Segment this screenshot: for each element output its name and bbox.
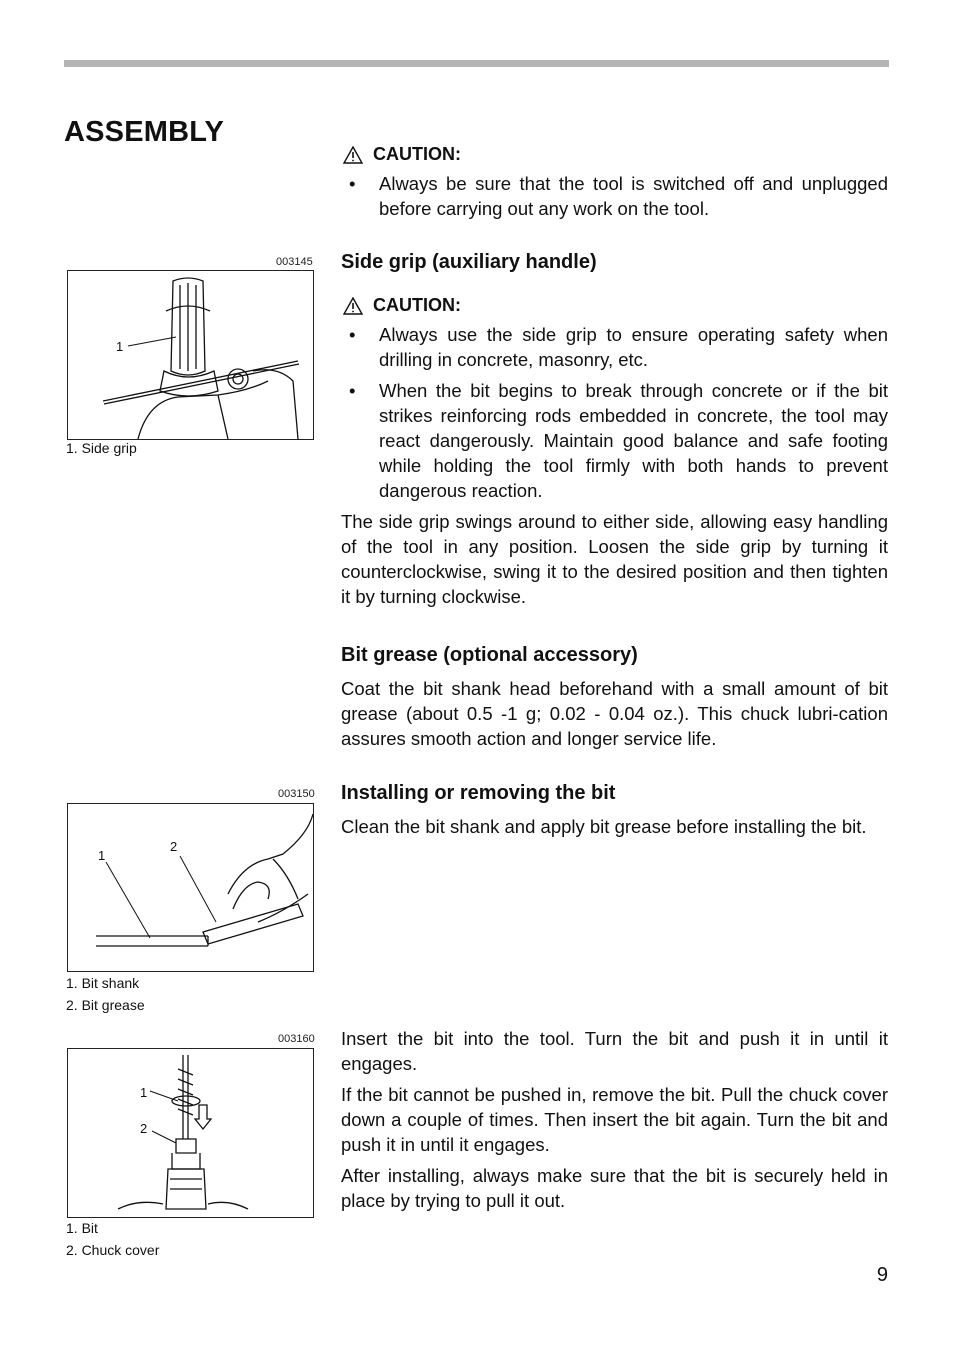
side-grip-illustration [68, 271, 313, 439]
general-caution-block [341, 142, 888, 227]
legend-item: 2. Chuck cover [66, 1242, 160, 1258]
install-bit-paragraph: Insert the bit into the tool. Turn the bit and push it in until it engages. [341, 1028, 888, 1074]
bit-insert-illustration [68, 1049, 313, 1217]
page-title: ASSEMBLY [64, 116, 225, 148]
install-bit-paragraph: Clean the bit shank and apply bit grease before installing the bit. [341, 816, 867, 837]
bit-grease-heading: Bit grease (optional accessory) [341, 644, 638, 666]
caution-label: CAUTION: [373, 144, 461, 164]
caution-bullet: • Always be sure that the tool is switched off and unplugged before carrying out any work on the tool. [349, 173, 888, 219]
caution-label: CAUTION: [373, 295, 461, 315]
figure-code: 003150 [278, 788, 315, 800]
warning-triangle-icon [343, 297, 363, 315]
install-bit-section [341, 781, 888, 845]
page-number: 9 [876, 1264, 888, 1286]
figure-callout: 2 [140, 1121, 148, 1136]
legend-item: 1. Bit shank [66, 975, 140, 991]
warning-triangle-icon [343, 146, 363, 164]
bit-grease-paragraph: Coat the bit shank head beforehand with a small amount of bit grease (about 0.5 -1 g; 0.02 - 0.04 oz.). This chuck lubri-cation assures smooth action and longer service life. [341, 678, 888, 749]
figure-legend [66, 1217, 159, 1261]
install-bit-steps [341, 1026, 888, 1219]
side-grip-section [341, 250, 888, 615]
bit-grease-illustration [68, 804, 313, 971]
legend-item: 1. Side grip [66, 440, 137, 456]
figure-callout: 1 [140, 1085, 148, 1100]
figure-code: 003145 [276, 256, 313, 268]
header-rule [64, 60, 889, 67]
caution-bullet: • When the bit begins to break through concrete or if the bit strikes reinforcing rods embedded in concrete, the tool may react dangerously. Maintain good balance and safe footing while holding the tool firmly with both hands to prevent dangerous reaction. [349, 380, 888, 501]
install-bit-heading: Installing or removing the bit [341, 782, 616, 804]
figure-callout: 2 [170, 839, 178, 854]
legend-item: 2. Bit grease [66, 997, 145, 1013]
install-bit-paragraph: After installing, always make sure that the bit is securely held in place by trying to pull it out. [341, 1165, 888, 1211]
bit-grease-figure [67, 803, 314, 972]
caution-heading [341, 142, 888, 167]
bit-grease-section [341, 643, 888, 757]
legend-item: 1. Bit [66, 1220, 98, 1236]
caution-heading [341, 293, 888, 318]
caution-bullet: • Always use the side grip to ensure operating safety when drilling in concrete, masonry, etc. [349, 324, 888, 370]
side-grip-heading: Side grip (auxiliary handle) [341, 251, 597, 273]
side-grip-paragraph: The side grip swings around to either side, allowing easy handling of the tool in any position. Loosen the side grip by turning it counterclockwise, swing it to the desired position and then tighten it by turning clockwise. [341, 511, 888, 607]
side-grip-figure [67, 270, 314, 440]
bit-insert-figure [67, 1048, 314, 1218]
figure-legend [66, 437, 137, 459]
figure-callout: 1 [116, 339, 124, 354]
figure-callout: 1 [98, 848, 106, 863]
install-bit-paragraph: If the bit cannot be pushed in, remove the bit. Pull the chuck cover down a couple of times. Then insert the bit again. Turn the bit and push it in until it engages. [341, 1084, 888, 1155]
figure-code: 003160 [278, 1033, 315, 1045]
figure-legend [66, 972, 145, 1016]
